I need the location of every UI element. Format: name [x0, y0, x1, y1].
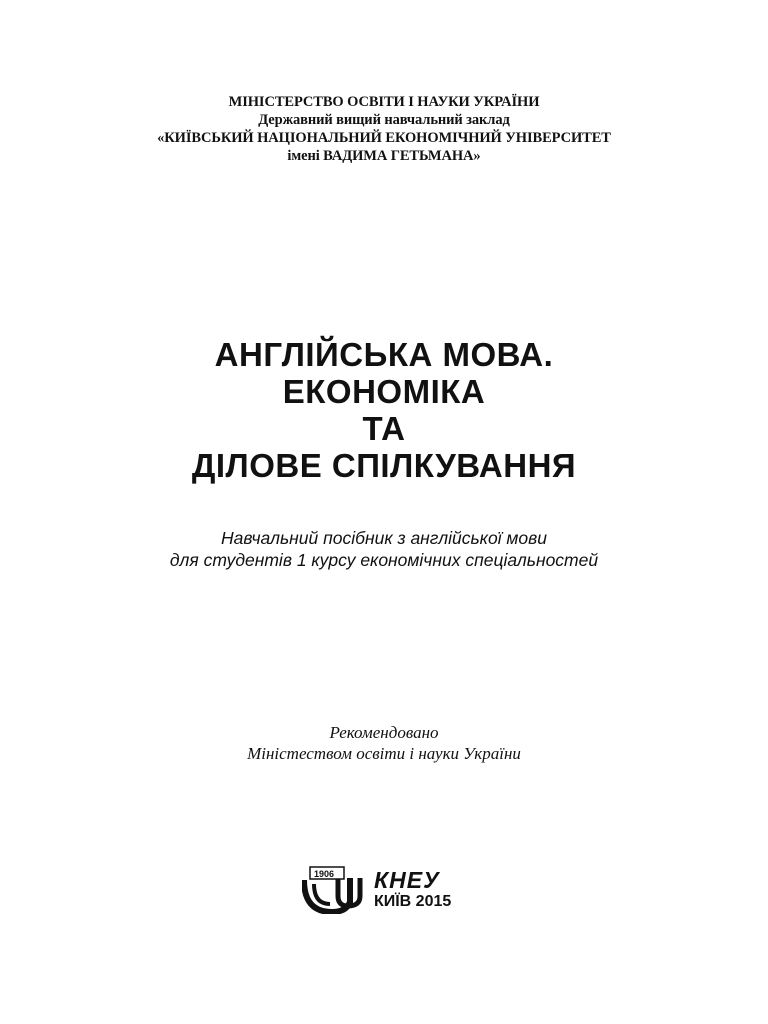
title-line-2: ЕКОНОМІКА [282, 373, 486, 410]
university-name: «КИЇВСЬКИЙ НАЦІОНАЛЬНИЙ ЕКОНОМІЧНИЙ УНІВЕРСИТЕТ [157, 130, 611, 146]
title-line-1: АНГЛІЙСЬКА МОВА. [214, 336, 554, 373]
publisher-name: КНЕУ [374, 867, 440, 893]
recommendation-block [0, 722, 768, 764]
title-line-4: ДІЛОВЕ СПІЛКУВАННЯ [191, 447, 577, 484]
subtitle-line-2: для студентів 1 курсу економічних спеціальностей [169, 550, 599, 570]
book-title [0, 336, 768, 484]
ministry-name: МІНІСТЕРСТВО ОСВІТИ І НАУКИ УКРАЇНИ [228, 94, 540, 110]
recommendation-line-1: Рекомендовано [329, 723, 439, 742]
publisher-logo [302, 866, 472, 916]
university-named-after: імені ВАДИМА ГЕТЬМАНА» [287, 148, 481, 164]
publisher-city-year: КИЇВ 2015 [374, 893, 452, 910]
institution-type: Державний вищий навчальний заклад [258, 112, 510, 128]
header-block [0, 93, 768, 165]
book-subtitle [0, 527, 768, 571]
logo-year: 1906 [314, 869, 335, 879]
subtitle-line-1: Навчальний посібник з англійської мови [220, 528, 548, 548]
recommendation-line-2: Міністеством освіти і науки України [247, 744, 521, 763]
title-line-3: ТА [362, 410, 406, 447]
